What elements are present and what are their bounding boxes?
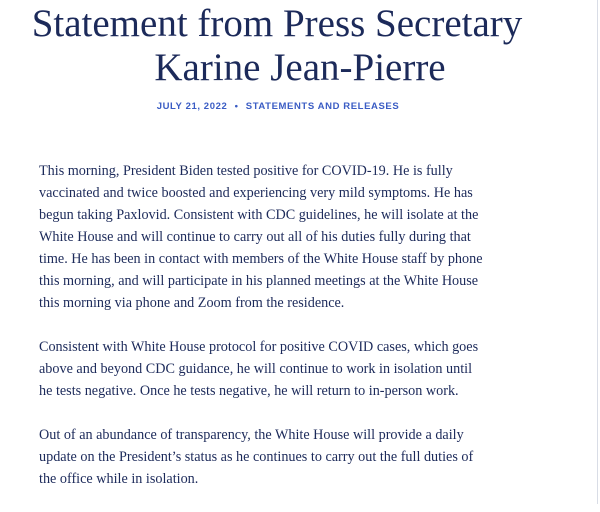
paragraph-line: time. He has been in contact with members of the White House staff by phone — [39, 251, 483, 267]
article-title-line-1: Statement from Press Secretary — [31, 2, 523, 45]
paragraph-line: above and beyond CDC guidance, he will continue to work in isolation until — [39, 361, 473, 377]
paragraph-line: he tests negative. Once he tests negative, he will return to in-person work. — [39, 383, 459, 399]
article-date: JULY 21, 2022 — [156, 101, 228, 112]
paragraph-1 — [39, 160, 559, 314]
paragraph-line: the office while in isolation. — [39, 471, 199, 487]
paragraph-line: this morning, and will participate in his planned meetings at the White House — [39, 273, 479, 289]
article-meta — [0, 101, 556, 112]
category-link[interactable]: STATEMENTS AND RELEASES — [245, 101, 400, 112]
paragraph-3 — [39, 424, 559, 490]
paragraph-line: update on the President’s status as he continues to carry out the full duties of — [39, 449, 474, 465]
paragraph-line: vaccinated and twice boosted and experiencing very mild symptoms. He has — [39, 185, 473, 201]
article-title-line-2: Karine Jean-Pierre — [154, 46, 446, 89]
paragraph-line: this morning via phone and Zoom from the residence. — [39, 295, 345, 311]
page-edge-divider — [597, 0, 598, 504]
article-body — [39, 160, 559, 512]
paragraph-line: White House and will continue to carry out all of his duties fully during that — [39, 229, 471, 245]
paragraph-2 — [39, 336, 559, 402]
paragraph-line: Out of an abundance of transparency, the White House will provide a daily — [39, 427, 464, 443]
paragraph-line: This morning, President Biden tested positive for COVID-19. He is fully — [39, 163, 453, 179]
paragraph-line: begun taking Paxlovid. Consistent with CDC guidelines, he will isolate at the — [39, 207, 479, 223]
paragraph-line: Consistent with White House protocol for positive COVID cases, which goes — [39, 339, 479, 355]
meta-separator: • — [234, 101, 239, 112]
article-title — [0, 2, 600, 90]
